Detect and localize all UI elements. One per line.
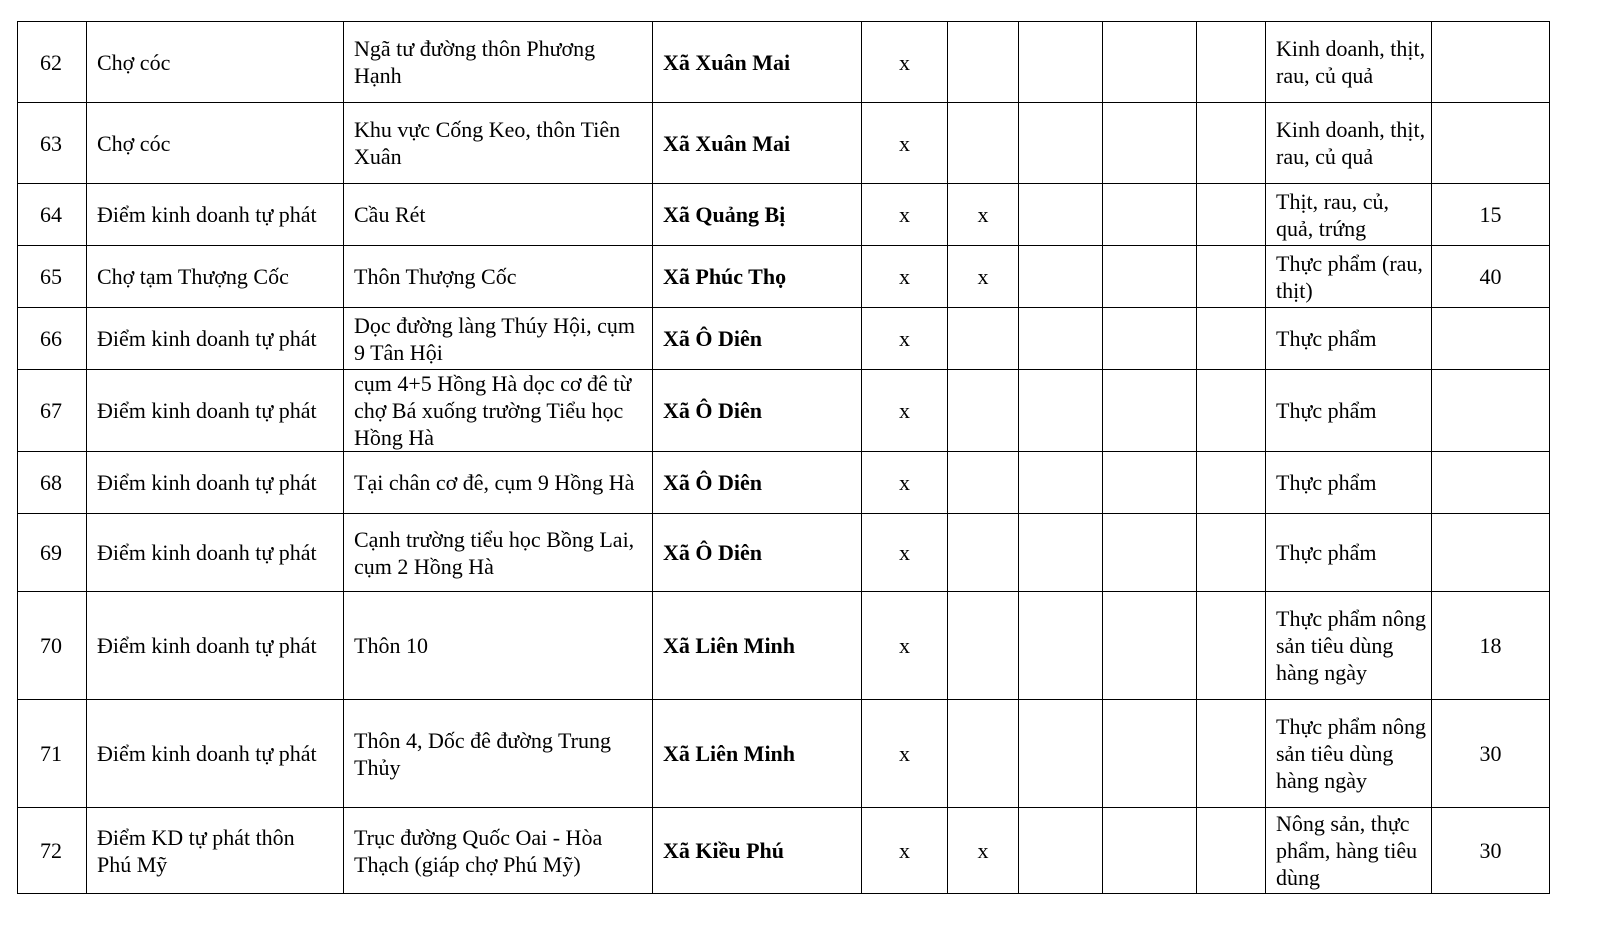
commune-name: Xã Liên Minh [653,592,862,700]
table-row [18,370,1550,452]
mark-cell-1: x [862,308,948,370]
commune-name: Xã Quảng Bị [653,184,862,246]
goods-type: Kinh doanh, thịt, rau, củ quả [1266,103,1432,184]
market-name: Điểm kinh doanh tự phát [87,452,344,514]
goods-type: Thực phẩm [1266,370,1432,452]
mark-cell-3 [1019,370,1103,452]
mark-cell-3 [1019,308,1103,370]
mark-cell-4 [1103,103,1197,184]
table-row [18,808,1550,894]
mark-cell-4 [1103,246,1197,308]
row-number: 67 [18,370,87,452]
row-number: 63 [18,103,87,184]
market-name: Điểm kinh doanh tự phát [87,308,344,370]
market-name: Điểm kinh doanh tự phát [87,514,344,592]
goods-type: Thực phẩm nông sản tiêu dùng hàng ngày [1266,592,1432,700]
market-address: Ngã tư đường thôn Phương Hạnh [344,22,653,103]
mark-cell-5 [1197,22,1266,103]
row-number: 69 [18,514,87,592]
table-row [18,452,1550,514]
market-name: Chợ tạm Thượng Cốc [87,246,344,308]
row-number: 62 [18,22,87,103]
row-number: 70 [18,592,87,700]
mark-cell-3 [1019,514,1103,592]
commune-name: Xã Xuân Mai [653,103,862,184]
mark-cell-4 [1103,592,1197,700]
mark-cell-1: x [862,592,948,700]
market-address: Trục đường Quốc Oai - Hòa Thạch (giáp chợ Phú Mỹ) [344,808,653,894]
vendor-count: 30 [1432,700,1550,808]
commune-name: Xã Ô Diên [653,308,862,370]
commune-name: Xã Ô Diên [653,514,862,592]
market-address: Dọc đường làng Thúy Hội, cụm 9 Tân Hội [344,308,653,370]
mark-cell-4 [1103,514,1197,592]
goods-type: Thực phẩm [1266,514,1432,592]
market-address: Thôn Thượng Cốc [344,246,653,308]
mark-cell-2 [948,22,1019,103]
row-number: 66 [18,308,87,370]
market-address: Cầu Rét [344,184,653,246]
goods-type: Thực phẩm [1266,308,1432,370]
row-number: 72 [18,808,87,894]
goods-type: Kinh doanh, thịt, rau, củ quả [1266,22,1432,103]
mark-cell-2 [948,592,1019,700]
goods-type: Thực phẩm nông sản tiêu dùng hàng ngày [1266,700,1432,808]
row-number: 68 [18,452,87,514]
mark-cell-5 [1197,452,1266,514]
table-row [18,592,1550,700]
mark-cell-4 [1103,808,1197,894]
mark-cell-5 [1197,370,1266,452]
market-name: Điểm kinh doanh tự phát [87,370,344,452]
mark-cell-2: x [948,808,1019,894]
market-address: Tại chân cơ đê, cụm 9 Hồng Hà [344,452,653,514]
vendor-count [1432,308,1550,370]
mark-cell-3 [1019,808,1103,894]
market-name: Chợ cóc [87,103,344,184]
mark-cell-3 [1019,246,1103,308]
table-row [18,184,1550,246]
market-name: Điểm kinh doanh tự phát [87,700,344,808]
mark-cell-1: x [862,103,948,184]
goods-type: Thực phẩm [1266,452,1432,514]
mark-cell-1: x [862,514,948,592]
mark-cell-3 [1019,184,1103,246]
mark-cell-2 [948,452,1019,514]
vendor-count [1432,370,1550,452]
vendor-count [1432,514,1550,592]
table-row [18,246,1550,308]
mark-cell-1: x [862,452,948,514]
mark-cell-5 [1197,184,1266,246]
mark-cell-5 [1197,246,1266,308]
commune-name: Xã Kiều Phú [653,808,862,894]
mark-cell-3 [1019,592,1103,700]
mark-cell-1: x [862,808,948,894]
vendor-count: 30 [1432,808,1550,894]
goods-type: Thực phẩm (rau, thịt) [1266,246,1432,308]
goods-type: Thịt, rau, củ, quả, trứng [1266,184,1432,246]
table-row [18,308,1550,370]
mark-cell-4 [1103,370,1197,452]
mark-cell-1: x [862,246,948,308]
market-name: Chợ cóc [87,22,344,103]
mark-cell-2 [948,308,1019,370]
mark-cell-5 [1197,592,1266,700]
mark-cell-3 [1019,103,1103,184]
market-address: cụm 4+5 Hồng Hà dọc cơ đê từ chợ Bá xuống trường Tiểu học Hồng Hà [344,370,653,452]
mark-cell-5 [1197,308,1266,370]
mark-cell-2: x [948,246,1019,308]
commune-name: Xã Xuân Mai [653,22,862,103]
mark-cell-1: x [862,184,948,246]
mark-cell-5 [1197,103,1266,184]
mark-cell-3 [1019,452,1103,514]
table-row [18,514,1550,592]
market-address: Thôn 4, Dốc đê đường Trung Thủy [344,700,653,808]
vendor-count: 40 [1432,246,1550,308]
mark-cell-5 [1197,700,1266,808]
mark-cell-5 [1197,808,1266,894]
commune-name: Xã Ô Diên [653,370,862,452]
row-number: 71 [18,700,87,808]
mark-cell-2: x [948,184,1019,246]
mark-cell-2 [948,700,1019,808]
goods-type: Nông sản, thực phẩm, hàng tiêu dùng [1266,808,1432,894]
market-name: Điểm KD tự phát thôn Phú Mỹ [87,808,344,894]
mark-cell-1: x [862,700,948,808]
vendor-count: 15 [1432,184,1550,246]
mark-cell-2 [948,370,1019,452]
commune-name: Xã Ô Diên [653,452,862,514]
table-row [18,103,1550,184]
vendor-count: 18 [1432,592,1550,700]
mark-cell-3 [1019,700,1103,808]
markets-table [17,21,1550,894]
mark-cell-4 [1103,700,1197,808]
mark-cell-4 [1103,452,1197,514]
mark-cell-4 [1103,22,1197,103]
vendor-count [1432,103,1550,184]
commune-name: Xã Liên Minh [653,700,862,808]
mark-cell-4 [1103,308,1197,370]
mark-cell-2 [948,103,1019,184]
market-address: Khu vực Cống Keo, thôn Tiên Xuân [344,103,653,184]
market-name: Điểm kinh doanh tự phát [87,184,344,246]
mark-cell-5 [1197,514,1266,592]
table-row [18,22,1550,103]
market-address: Cạnh trường tiểu học Bồng Lai, cụm 2 Hồng Hà [344,514,653,592]
market-name: Điểm kinh doanh tự phát [87,592,344,700]
market-address: Thôn 10 [344,592,653,700]
mark-cell-1: x [862,370,948,452]
row-number: 65 [18,246,87,308]
row-number: 64 [18,184,87,246]
mark-cell-4 [1103,184,1197,246]
mark-cell-1: x [862,22,948,103]
commune-name: Xã Phúc Thọ [653,246,862,308]
mark-cell-2 [948,514,1019,592]
mark-cell-3 [1019,22,1103,103]
vendor-count [1432,452,1550,514]
table-row [18,700,1550,808]
vendor-count [1432,22,1550,103]
